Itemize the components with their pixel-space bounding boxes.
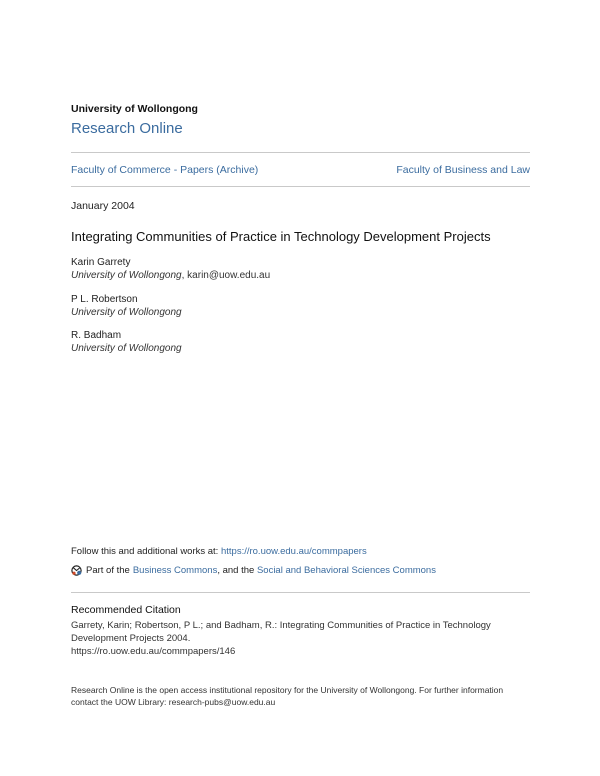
part-of-line: [71, 565, 436, 576]
business-commons-link[interactable]: Business Commons: [132, 565, 218, 576]
publication-date: January 2004: [71, 200, 135, 212]
author-1: Karin Garrety University of Wollongong, karin@uow.edu.au: [71, 257, 271, 281]
citation-heading: Recommended Citation: [71, 604, 181, 616]
social-sciences-commons-link[interactable]: Social and Behavioral Sciences Commons: [256, 565, 436, 576]
citation-line: Development Projects 2004.: [71, 633, 191, 644]
header-divider: [71, 152, 530, 153]
author-name: P L. Robertson: [71, 294, 138, 305]
author-affiliation: University of Wollongong: [71, 270, 182, 281]
follow-text: Follow this and additional works at:: [71, 546, 221, 557]
author-name: Karin Garrety: [71, 257, 131, 268]
author-3: [71, 329, 182, 355]
citation-line: Garrety, Karin; Robertson, P L.; and Badham, R.: Integrating Communities of Practice in Technology: [71, 620, 491, 631]
nav-divider: [71, 186, 530, 187]
faculty-link[interactable]: Faculty of Business and Law: [396, 164, 530, 176]
commpapers-link[interactable]: https://ro.uow.edu.au/commpapers: [220, 546, 367, 557]
author-name: R. Badham: [71, 330, 122, 341]
follow-line: [71, 546, 367, 557]
part-of-middle: , and the: [217, 565, 257, 576]
creative-commons-icon: [71, 565, 82, 576]
author-2: [71, 293, 182, 319]
part-of-prefix: Part of the: [86, 565, 130, 576]
citation-divider: [71, 592, 530, 593]
paper-title: Integrating Communities of Practice in Technology Development Projects: [71, 229, 491, 244]
author-affiliation: University of Wollongong: [71, 343, 182, 354]
citation-text: [71, 619, 511, 658]
citation-url: https://ro.uow.edu.au/commpapers/146: [71, 646, 236, 657]
footer-line: contact the UOW Library: research-pubs@uow.edu.au: [71, 697, 276, 707]
institution-name: University of Wollongong: [71, 103, 198, 115]
footer-line: Research Online is the open access institutional repository for the University of Wollongong. For further information: [71, 685, 504, 695]
repository-name-link[interactable]: Research Online: [71, 120, 183, 137]
author-email: karin@uow.edu.au: [187, 270, 271, 281]
collection-link[interactable]: Faculty of Commerce - Papers (Archive): [71, 164, 259, 176]
author-affiliation: University of Wollongong: [71, 307, 182, 318]
repository-footer: [71, 684, 531, 708]
